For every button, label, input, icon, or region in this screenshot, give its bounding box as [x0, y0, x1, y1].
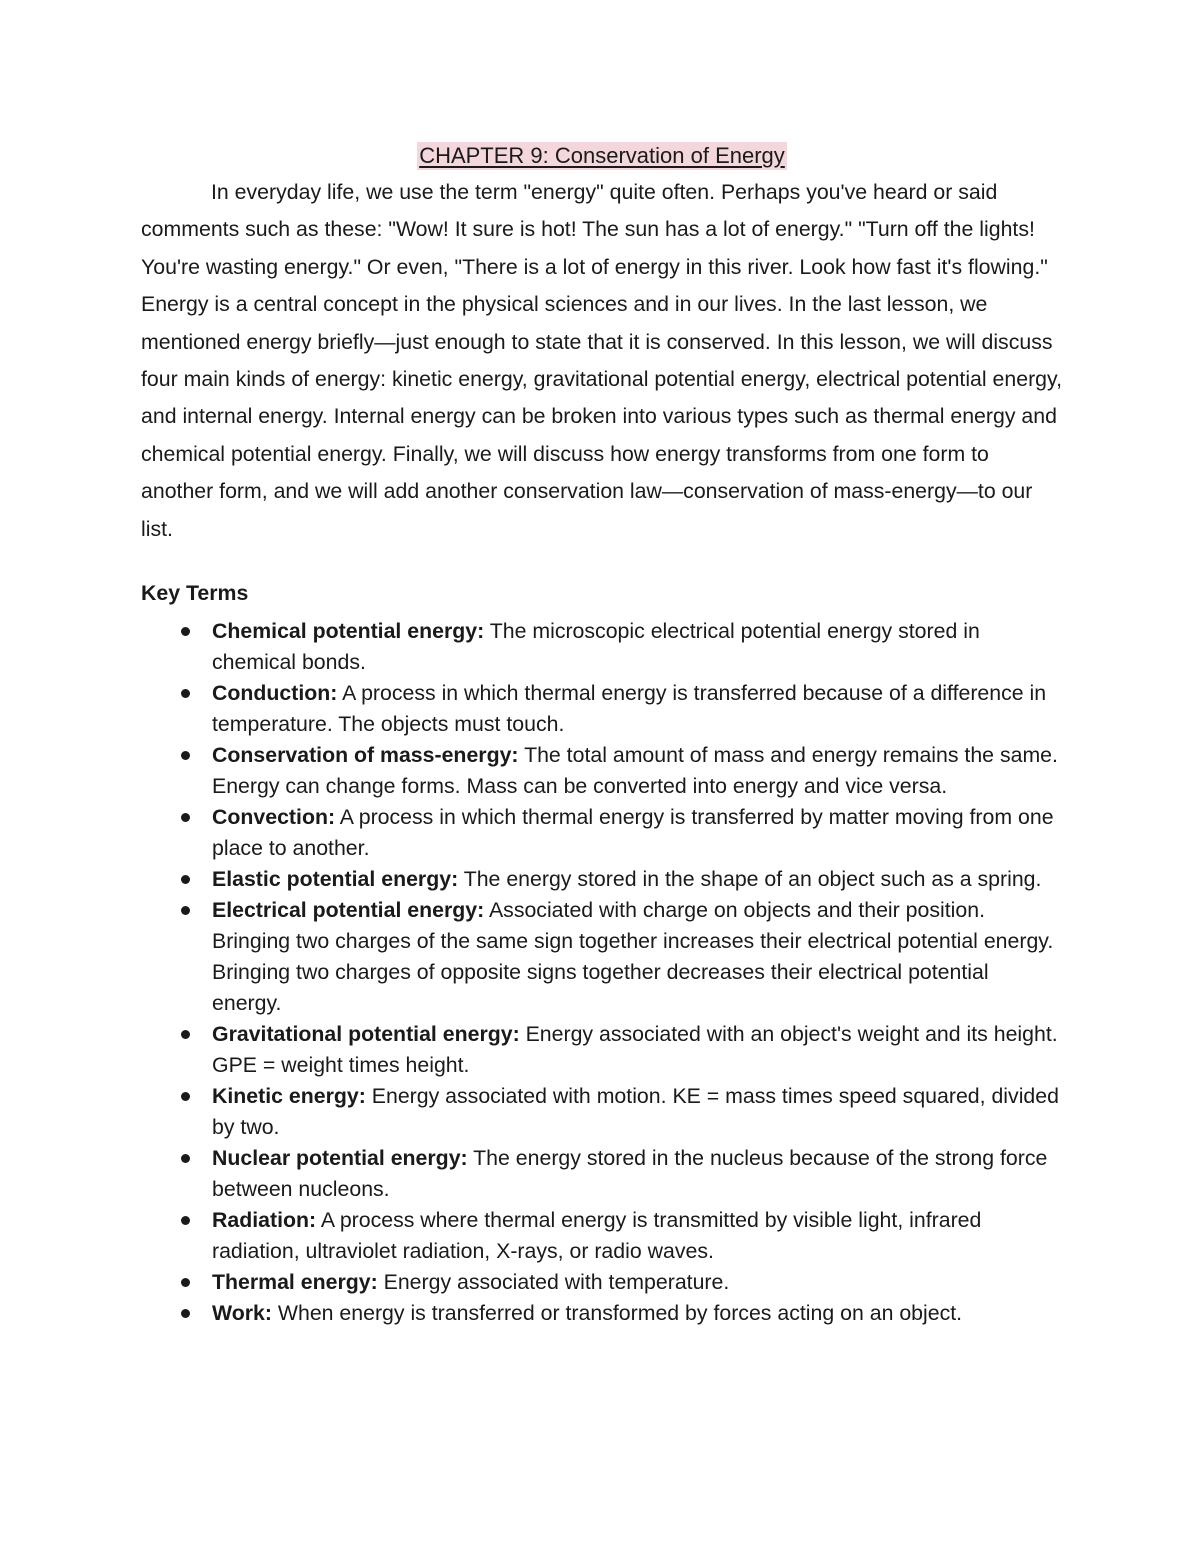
bullet-icon	[181, 906, 190, 915]
term-name: Elastic potential energy:	[212, 867, 459, 891]
bullet-icon	[181, 875, 190, 884]
term-definition: A process where thermal energy is transmitted by visible light, infrared radiation, ultraviolet radiation, X-rays, or radio waves.	[212, 1208, 982, 1263]
bullet-icon	[181, 627, 190, 636]
list-item	[141, 895, 1063, 1019]
bullet-icon	[181, 1154, 190, 1163]
list-item	[141, 802, 1063, 864]
term-name: Conduction:	[212, 681, 338, 705]
term-definition: A process in which thermal energy is transferred by matter moving from one place to another.	[212, 805, 1054, 860]
term-name: Convection:	[212, 805, 336, 829]
term-name: Kinetic energy:	[212, 1084, 366, 1108]
term-definition: The energy stored in the nucleus because of the strong force between nucleons.	[212, 1146, 1048, 1201]
bullet-icon	[181, 751, 190, 760]
bullet-icon	[181, 813, 190, 822]
list-item	[141, 1298, 1063, 1329]
term-name: Nuclear potential energy:	[212, 1146, 468, 1170]
list-item	[141, 1019, 1063, 1081]
bullet-icon	[181, 1092, 190, 1101]
term-definition: Energy associated with an object's weight and its height. GPE = weight times height.	[212, 1022, 1058, 1077]
bullet-icon	[181, 689, 190, 698]
term-name: Radiation:	[212, 1208, 317, 1232]
title-container	[141, 142, 1063, 170]
term-name: Gravitational potential energy:	[212, 1022, 520, 1046]
list-item	[141, 864, 1063, 895]
term-definition: The energy stored in the shape of an object such as a spring.	[458, 867, 1042, 891]
term-name: Electrical potential energy:	[212, 898, 485, 922]
term-definition: A process in which thermal energy is transferred because of a difference in temperature. The objects must touch.	[212, 681, 1047, 736]
term-definition: Energy associated with motion. KE = mass times speed squared, divided by two.	[212, 1084, 1059, 1139]
list-item	[141, 1081, 1063, 1143]
term-definition: The total amount of mass and energy remains the same. Energy can change forms. Mass can be converted into energy and vice versa.	[212, 743, 1058, 798]
key-terms-list	[141, 616, 1063, 1329]
term-name: Conservation of mass-energy:	[212, 743, 519, 767]
list-item	[141, 1205, 1063, 1267]
chapter-title: CHAPTER 9: Conservation of Energy	[419, 143, 785, 168]
term-name: Chemical potential energy:	[212, 619, 485, 643]
term-name: Work:	[212, 1301, 272, 1325]
term-definition: The microscopic electrical potential energy stored in chemical bonds.	[212, 619, 980, 674]
bullet-icon	[181, 1216, 190, 1225]
list-item	[141, 1267, 1063, 1298]
bullet-icon	[181, 1030, 190, 1039]
list-item	[141, 678, 1063, 740]
key-terms-heading: Key Terms	[141, 581, 249, 605]
term-name: Thermal energy:	[212, 1270, 378, 1294]
intro-paragraph: In everyday life, we use the term "energy" quite often. Perhaps you've heard or said comments such as these: "Wow! It sure is hot! The sun has a lot of energy." "Turn off the lights! You're wasting energy." Or even, "There is a lot of energy in this river. Look how fast it's flowing." Energy is a central concept in the physical sciences and in our lives. In the last lesson, we mentioned energy briefly—just enough to state that it is conserved. In this lesson, we will discuss four main kinds of energy: kinetic energy, gravitational potential energy, electrical potential energy, and internal energy. Internal energy can be broken into various types such as thermal energy and chemical potential energy. Finally, we will discuss how energy transforms from one form to another form, and we will add another conservation law—conservation of mass-energy—to our list.	[141, 180, 1063, 541]
bullet-icon	[181, 1309, 190, 1318]
term-definition: Energy associated with temperature.	[377, 1270, 730, 1294]
list-item	[141, 740, 1063, 802]
term-definition: Associated with charge on objects and their position. Bringing two charges of the same sign together increases their electrical potential energy. Bringing two charges of opposite signs together decreases their electrical potential energy.	[212, 898, 1054, 1015]
list-item	[141, 1143, 1063, 1205]
term-definition: When energy is transferred or transformed by forces acting on an object.	[271, 1301, 963, 1325]
list-item	[141, 616, 1063, 678]
bullet-icon	[181, 1278, 190, 1287]
